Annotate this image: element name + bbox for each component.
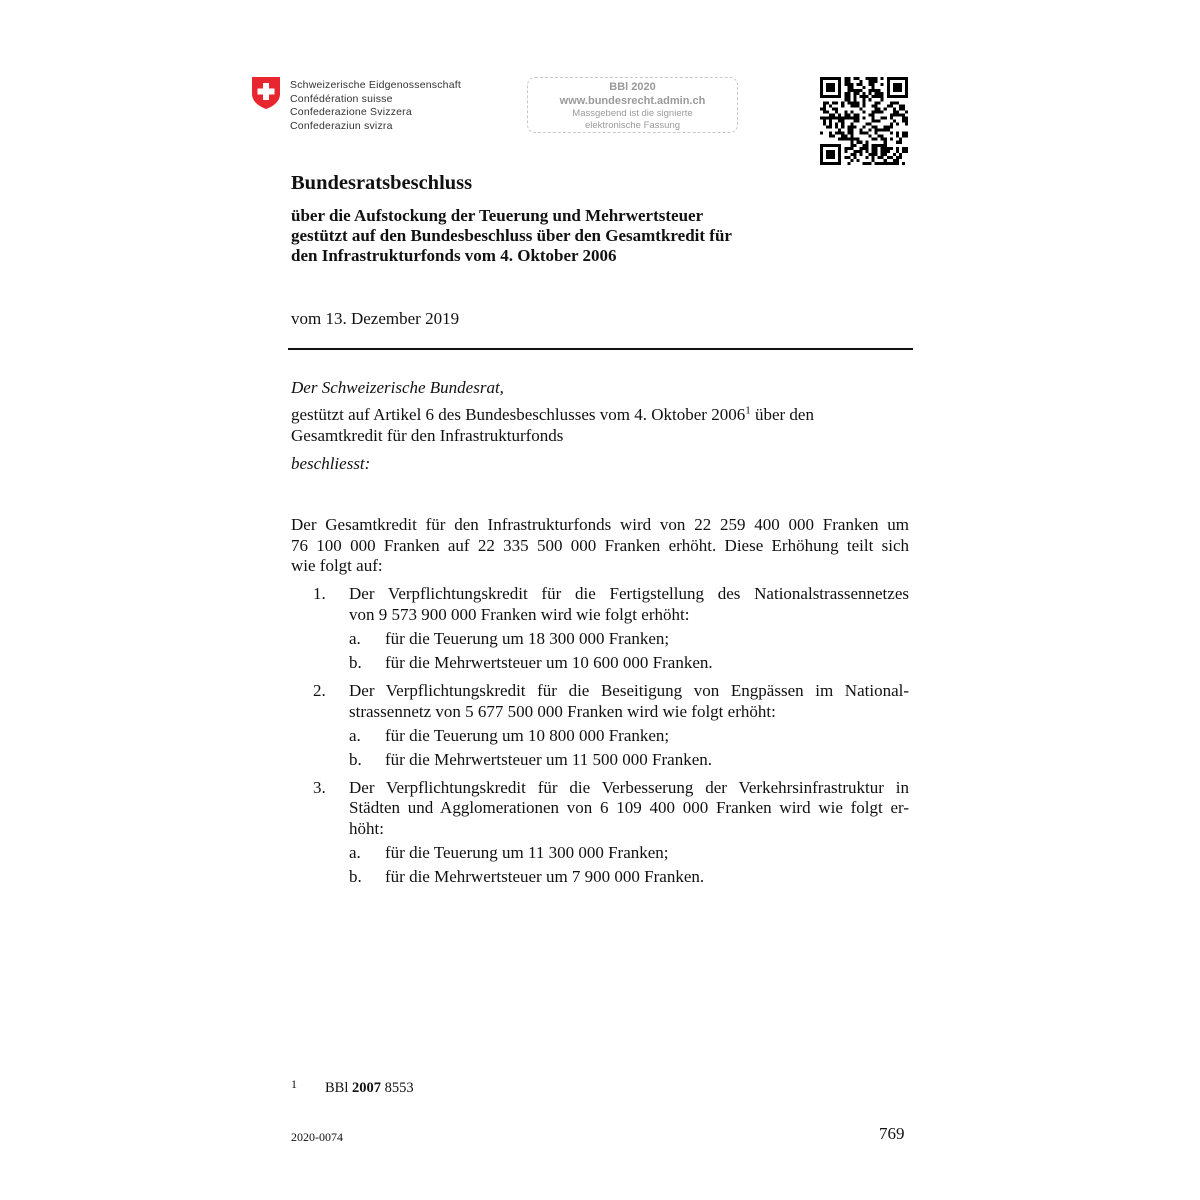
publication-stamp [527, 77, 738, 133]
preamble-resolves: beschliesst: [291, 454, 371, 473]
decree-date: vom 13. Dezember 2019 [291, 309, 460, 328]
page-title: Bundesratsbeschluss [291, 172, 473, 194]
preamble-authority: Der Schweizerische Bundesrat, [291, 378, 504, 397]
subtitle-line: gestützt auf den Bundesbeschluss über den Gesamtkredit für [291, 226, 732, 245]
stamp-line: elektronische Fassung [584, 119, 681, 131]
page-number: 769 [879, 1124, 905, 1143]
agency-line: Schweizerische Eidgenossenschaft [290, 79, 461, 91]
list-item-text: von 9 573 900 000 Franken wird wie folgt erhöht: [349, 605, 690, 624]
sub-item-letter: a. [349, 629, 361, 648]
agency-line: Confédération suisse [290, 92, 393, 105]
agency-line: Confederaziun svizra [290, 119, 393, 132]
sub-item-letter: b. [349, 867, 362, 886]
intro-line: 76 100 000 Franken auf 22 335 500 000 Franken erhöht. Diese Erhöhung teilt sich [291, 536, 909, 555]
footnote-page: 8553 [381, 1080, 414, 1096]
list-item-text: Der Verpflichtungskredit für die Verbesserung der Verkehrsinfrastruktur in [349, 778, 909, 797]
footnote-number: 1 [291, 1077, 297, 1091]
sub-item-letter: b. [349, 750, 362, 769]
sub-item-text: für die Teuerung um 11 300 000 Franken; [385, 843, 669, 862]
sub-item-text: für die Teuerung um 10 800 000 Franken; [385, 726, 670, 745]
intro-line: wie folgt auf: [291, 556, 383, 575]
preamble-basis [291, 405, 814, 426]
preamble-basis-line2: Gesamtkredit für den Infrastrukturfonds [291, 426, 564, 445]
subtitle [291, 206, 891, 266]
stamp-line: BBl 2020 [609, 81, 656, 93]
list-item-number: 3. [313, 778, 326, 797]
list-item-text: höht: [349, 819, 384, 838]
intro-line: Der Gesamtkredit für den Infrastrukturfonds wird von 22 259 400 000 Franken um [291, 515, 909, 534]
agency-name-block [290, 79, 461, 133]
list-item-number: 1. [313, 584, 326, 603]
sub-item-text: für die Mehrwertsteuer um 7 900 000 Franken. [385, 867, 705, 886]
footnote-ref: 1 [745, 404, 751, 417]
sub-item-text: für die Mehrwertsteuer um 11 500 000 Franken. [385, 750, 713, 769]
stamp-line: Massgebend ist die signierte [572, 108, 693, 119]
agency-line: Confederazione Svizzera [290, 106, 412, 119]
footnote-year: 2007 [352, 1080, 381, 1096]
sub-item-letter: b. [349, 653, 362, 672]
stamp-url: www.bundesrecht.admin.ch [559, 95, 706, 107]
sub-item-text: für die Teuerung um 18 300 000 Franken; [385, 629, 670, 648]
list-item-text: Der Verpflichtungskredit für die Beseitigung von Engpässen im National- [349, 681, 909, 700]
list-item-text: Der Verpflichtungskredit für die Fertigstellung des Nationalstrassennetzes [349, 584, 909, 603]
footnote-text [325, 1080, 414, 1097]
sub-item-letter: a. [349, 726, 361, 745]
document-code: 2020-0074 [291, 1130, 343, 1144]
swiss-cross-shield-icon [251, 76, 281, 110]
preamble-basis-text: über den [750, 405, 814, 424]
subtitle-line: den Infrastrukturfonds vom 4. Oktober 2006 [291, 246, 617, 265]
subtitle-line: über die Aufstockung der Teuerung und Mehrwertsteuer [291, 206, 704, 225]
footnote-prefix: BBl [325, 1080, 352, 1096]
preamble-basis-text: gestützt auf Artikel 6 des Bundesbeschlusses vom 4. Oktober 2006 [291, 405, 746, 424]
qr-code-icon [820, 77, 908, 165]
list-item-text: Städten und Agglomerationen von 6 109 400 000 Franken wird wie folgt er- [349, 798, 909, 817]
list-item-text: strassennetz von 5 677 500 000 Franken wird wie folgt erhöht: [349, 702, 776, 721]
divider [288, 348, 913, 350]
sub-item-letter: a. [349, 843, 361, 862]
list-item-number: 2. [313, 681, 326, 700]
sub-item-text: für die Mehrwertsteuer um 10 600 000 Franken. [385, 653, 713, 672]
